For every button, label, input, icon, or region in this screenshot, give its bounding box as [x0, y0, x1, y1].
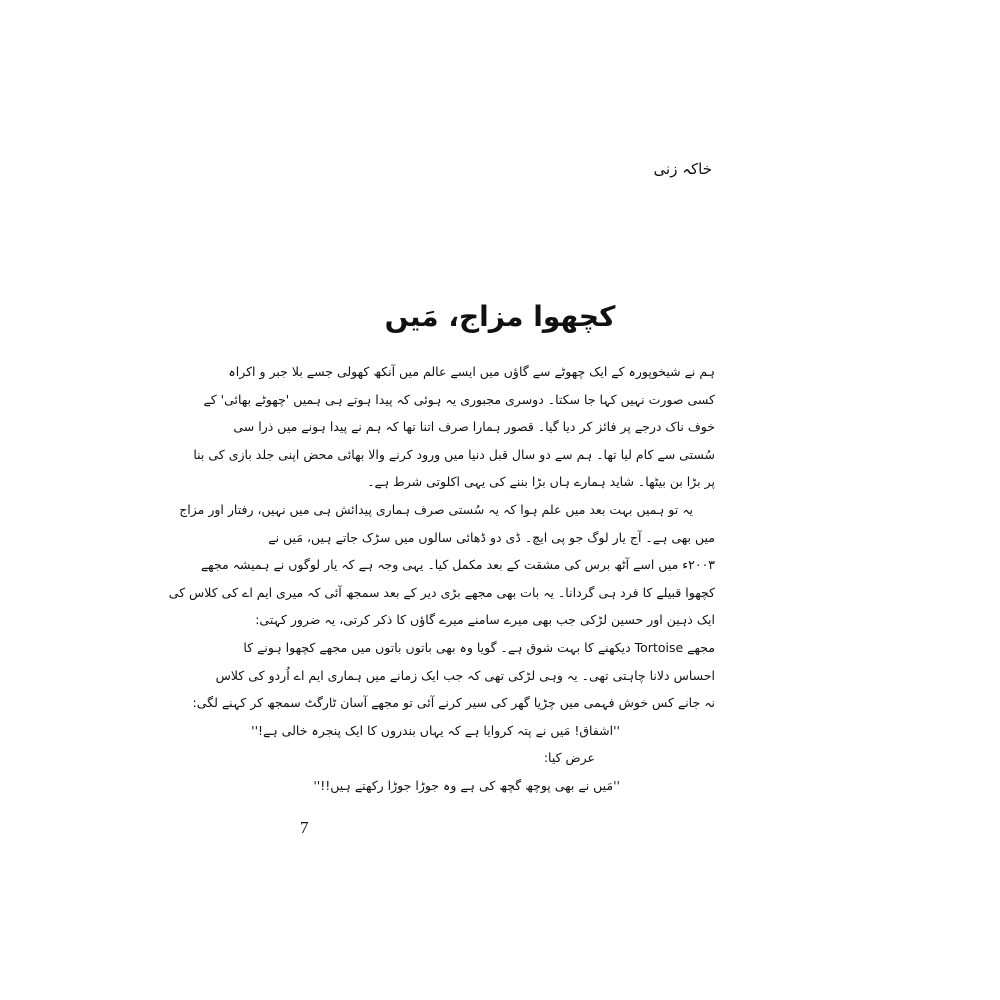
page-number: 7 [300, 818, 309, 837]
text-line: کچھوا قبیلے کا فرد ہی گردانا۔ یہ بات بھی مجھے بڑی دیر کے بعد سمجھ آئی کہ میری ایم اے کی کلاس کی [168, 584, 715, 600]
quote-line: ''اشفاق! مَیں نے پتہ کروایا ہے کہ یہاں بندروں کا ایک پنجرہ خالی ہے!'' [251, 722, 620, 738]
text-line: یہ تو ہمیں بہت بعد میں علم ہوا کہ یہ سُستی صرف ہماری پیدائش ہی میں نہیں، رفتار اور مزاج [179, 501, 693, 517]
running-header: خاکہ زنی [653, 160, 712, 178]
text-line: خوف ناک درجے پر فائز کر دیا گیا۔ قصور ہمارا صرف اتنا تھا کہ ہم نے پیدا ہونے میں ذرا سی [233, 419, 715, 435]
text-line: کسی صورت نہیں کہا جا سکتا۔ دوسری مجبوری یہ ہوئی کہ پیدا ہوتے ہی ہمیں 'چھوٹے بھائی' کے [203, 391, 715, 407]
text-line: ایک ذہین اور حسین لڑکی جب بھی میرے سامنے میرے گاؤں کا ذکر کرتی، یہ ضرور کہتی: [255, 612, 715, 628]
text-line: سُستی سے کام لیا تھا۔ ہم سے دو سال قبل دنیا میں ورود کرنے والا بھائی محض اپنی جلد بازی کی بنا [193, 446, 715, 462]
quote-line: ''مَیں نے بھی پوچھ گچھ کی ہے وہ جوڑا جوڑا رکھتے ہیں!!'' [313, 777, 620, 793]
text-line: نہ جانے کس خوش فہمی میں چڑیا گھر کی سیر کرنے آئی تو مجھے آسان ٹارگٹ سمجھ کر کہنے لگی: [192, 695, 715, 711]
text-line: ہم نے شیخوپورہ کے ایک چھوٹے سے گاؤں میں ایسے عالم میں آنکھ کھولی جسے بلا جبر و اکراہ [228, 364, 715, 379]
text-line: میں بھی ہے۔ آج یار لوگ جو پی ایچ۔ ڈی دو ڈھائی سالوں میں سڑک جاتے ہیں، مَیں نے [268, 529, 715, 545]
text-line: عرض کیا: [543, 750, 595, 766]
text-line: مجھے Tortoise دیکھنے کا بہت شوق ہے۔ گویا وہ بھی باتوں باتوں میں مجھے کچھوا ہونے کا [243, 639, 715, 655]
chapter-title: کچھوا مزاج، مَیں [384, 300, 616, 333]
text-line: پر بڑا بن بیٹھا۔ شاید ہمارے ہاں بڑا بننے کی یہی اکلوتی شرط ہے۔ [367, 474, 715, 490]
text-line: ۲۰۰۳ء میں اسے آٹھ برس کی مشقت کے بعد مکمل کیا۔ یہی وجہ ہے کہ یار لوگوں نے ہمیشہ مجھے [200, 557, 715, 573]
body-text [168, 358, 715, 800]
text-line: احساس دلانا چاہتی تھی۔ یہ وہی لڑکی تھی کہ جب ایک زمانے میں ہماری ایم اے اُردو کی کلاس [215, 667, 715, 683]
